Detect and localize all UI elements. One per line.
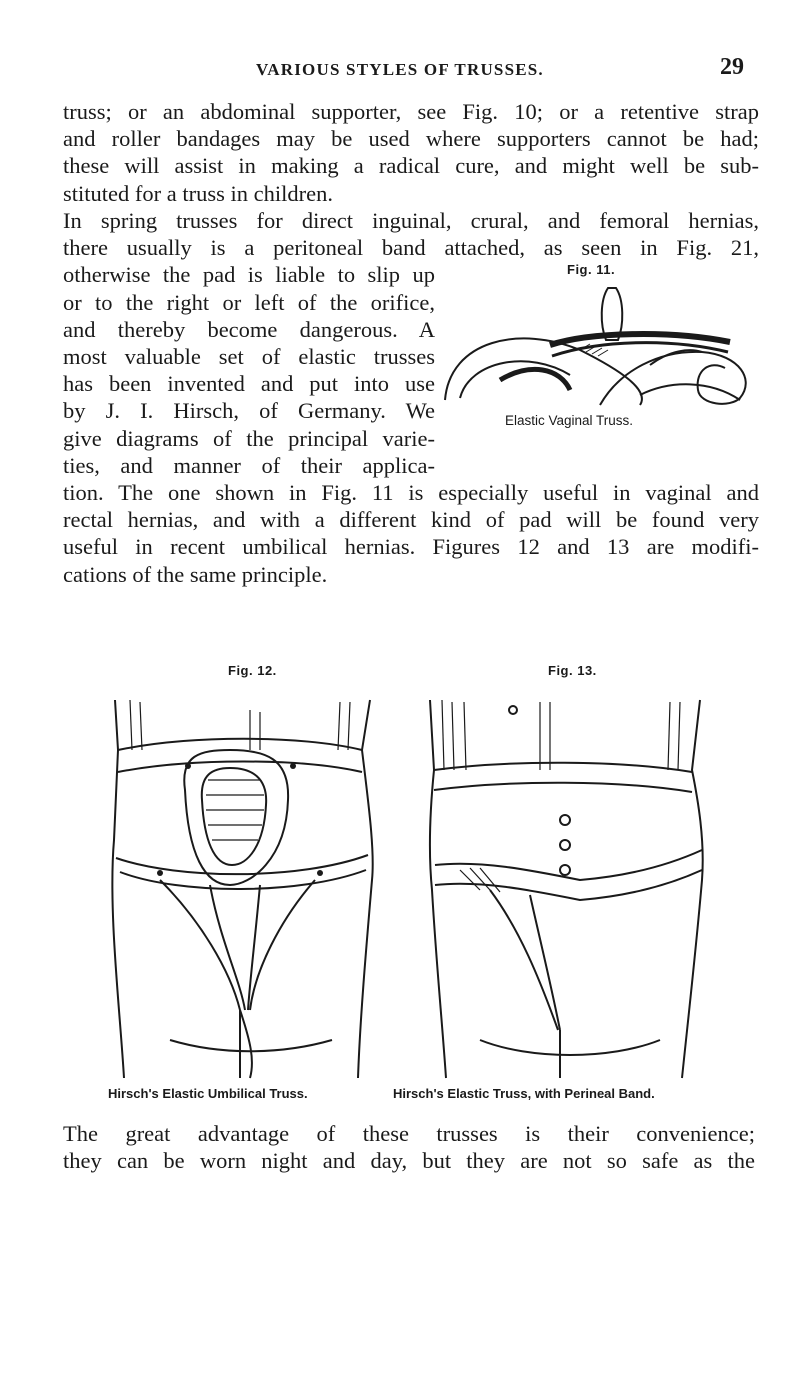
- text-line: by J. I. Hirsch, of Germany. We: [63, 398, 435, 424]
- text-line: truss; or an abdominal supporter, see Fig. 10; or a retentive strap: [63, 99, 759, 124]
- paragraph-3: [63, 1120, 755, 1174]
- text-line: cations of the same principle.: [63, 561, 328, 587]
- text-line: has been invented and put into use: [63, 371, 435, 397]
- text-line: give diagrams of the principal varie-: [63, 425, 435, 451]
- text-line: and thereby become dangerous. A: [63, 316, 435, 342]
- fig11-caption: Elastic Vaginal Truss.: [505, 413, 634, 428]
- fig13-caption: Hirsch's Elastic Truss, with Perineal Band.: [393, 1086, 655, 1101]
- text-line: tion. The one shown in Fig. 11 is especially useful in vaginal and: [63, 480, 759, 506]
- text-line: these will assist in making a radical cure, and might well be sub-: [63, 153, 759, 179]
- fig13-illustration: [420, 680, 720, 1080]
- text-line: they can be worn night and day, but they are not so safe as the: [63, 1148, 755, 1174]
- text-line: and roller bandages may be used where supporters cannot be had;: [63, 126, 759, 152]
- running-title: VARIOUS STYLES OF TRUSSES.: [256, 60, 544, 79]
- text-line: ties, and manner of their applica-: [63, 452, 435, 478]
- text-line: stituted for a truss in children.: [63, 180, 333, 206]
- fig11-label: Fig. 11.: [567, 262, 616, 277]
- page-number: 29: [720, 54, 744, 80]
- fig11-illustration: [440, 280, 760, 410]
- running-header: [0, 52, 800, 92]
- text-line: most valuable set of elastic trusses: [63, 344, 435, 370]
- fig12-illustration: [100, 680, 390, 1080]
- text-line: there usually is a peritoneal band attached, as seen in Fig. 21,: [63, 235, 759, 261]
- fig13-label: Fig. 13.: [548, 663, 597, 678]
- text-line: useful in recent umbilical hernias. Figures 12 and 13 are modifi-: [63, 534, 759, 560]
- text-line: In spring trusses for direct inguinal, crural, and femoral hernias,: [63, 208, 759, 233]
- text-line: rectal hernias, and with a different kind of pad will be found very: [63, 507, 759, 533]
- text-line: otherwise the pad is liable to slip up: [63, 262, 435, 288]
- text-line: or to the right or left of the orifice,: [63, 289, 435, 315]
- paragraph-1: [63, 98, 759, 207]
- fig12-caption: Hirsch's Elastic Umbilical Truss.: [108, 1086, 308, 1101]
- fig12-label: Fig. 12.: [228, 663, 277, 678]
- text-line: The great advantage of these trusses is their convenience;: [63, 1121, 755, 1146]
